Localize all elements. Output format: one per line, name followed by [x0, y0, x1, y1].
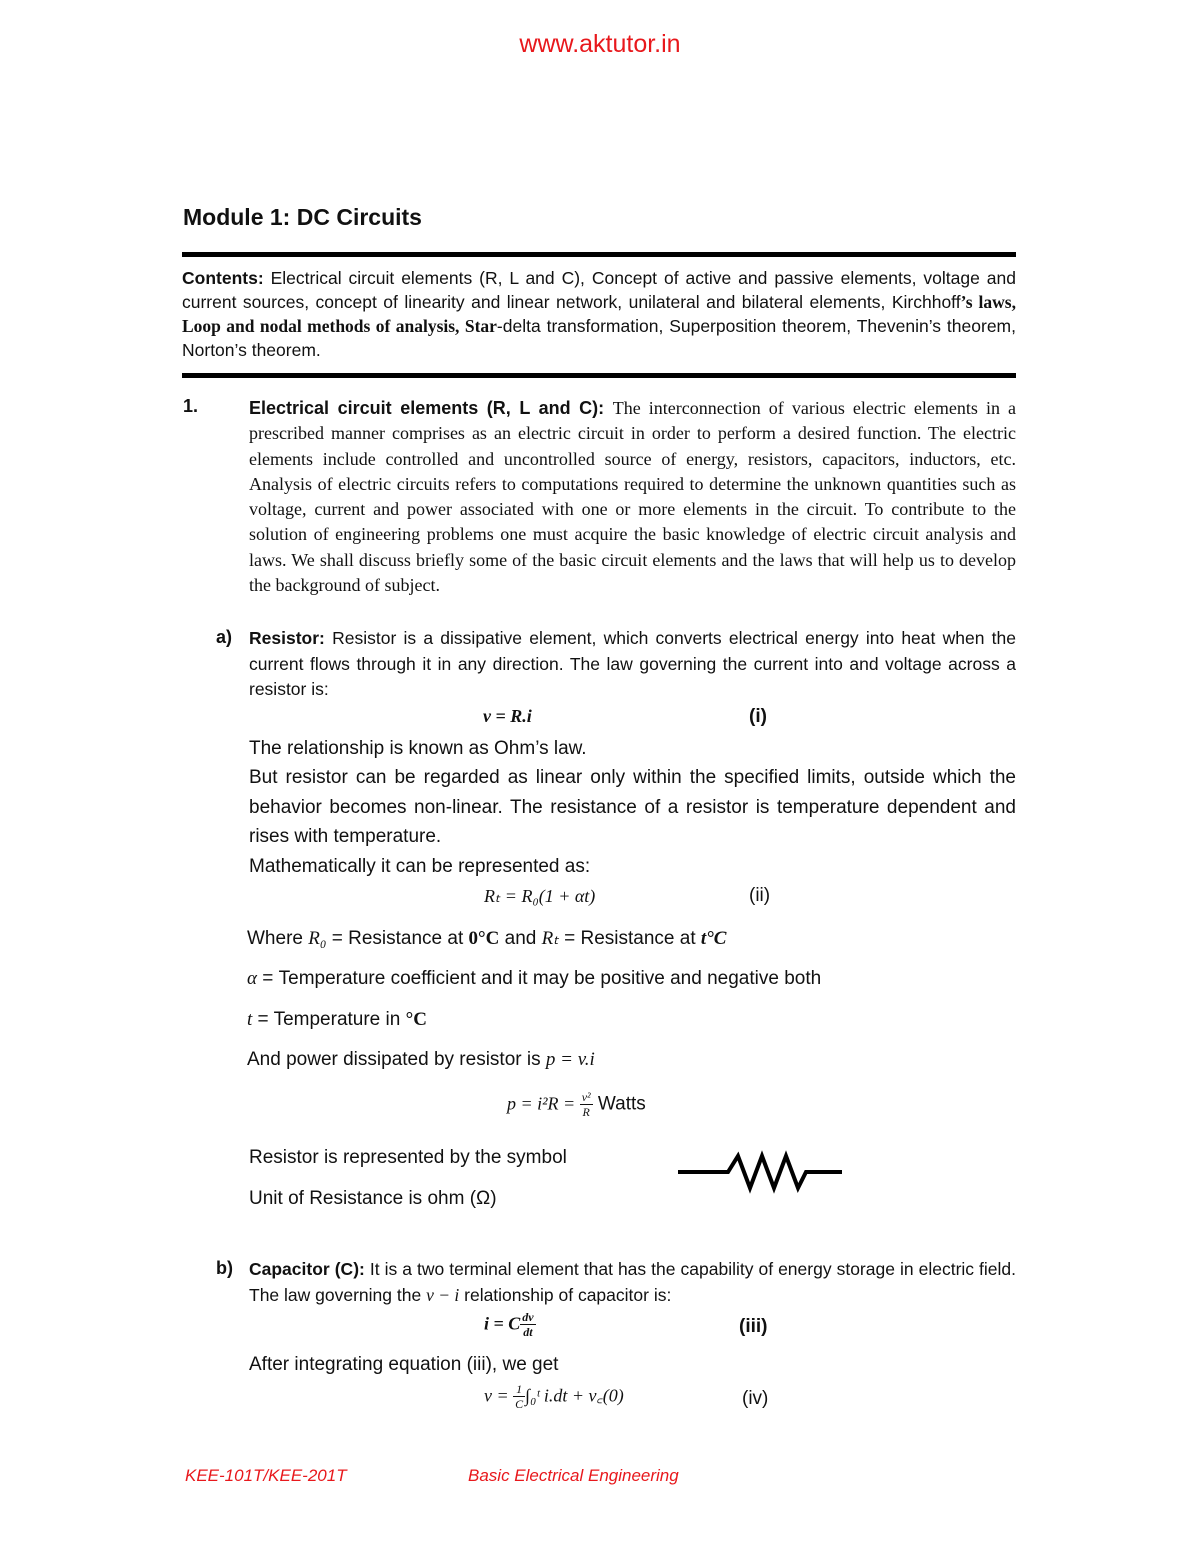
- equation-3: i = C $\frac{dv}{dt}$: [484, 1310, 534, 1339]
- capacitor-letter: b): [216, 1258, 233, 1278]
- equation-3-label: (iii): [739, 1316, 768, 1337]
- resistance-unit-text: Unit of Resistance is ohm (Ω): [249, 1188, 497, 1209]
- equation-1: v = R.i: [483, 706, 532, 726]
- resistor-intro: [249, 626, 1016, 703]
- footer-course-code: KEE-101T/KEE-201T: [185, 1466, 347, 1485]
- equation-3-fraction: $\frac{dv}{dt}$: [522, 1310, 534, 1339]
- section-1-heading: Electrical circuit elements (R, L and C):: [249, 398, 605, 418]
- resistor-symbol-text: Resistor is represented by the symbol: [249, 1147, 567, 1168]
- equation-1-label: (i): [749, 706, 767, 727]
- resistor-symbol-icon: [676, 1148, 846, 1194]
- r0-symbol: R₀: [308, 928, 327, 949]
- resistor-heading: Resistor:: [249, 628, 325, 648]
- power-equation-2: p = i²R = $\frac{\text{v²}}{R}$ Watts: [507, 1090, 646, 1119]
- module-title: Module 1: DC Circuits: [183, 204, 422, 230]
- top-divider: [182, 252, 1016, 257]
- section-number: 1.: [183, 396, 199, 416]
- equation-2-label: (ii): [749, 885, 771, 906]
- capacitor-intro: Capacitor (C): It is a two terminal element that has the capability of energy storage in electric field. The law governing the v − i relationship of capacitor is:: [249, 1259, 1017, 1305]
- ohms-law-text: The relationship is known as Ohm’s law.: [249, 738, 587, 759]
- alpha-symbol: α: [247, 968, 257, 989]
- math-repr-text: Mathematically it can be represented as:: [249, 856, 591, 877]
- after-integrating-text: After integrating equation (iii), we get: [249, 1354, 559, 1375]
- contents-label: Contents:: [182, 268, 264, 288]
- equation-4-fraction: $\frac{1}{C}$: [515, 1382, 524, 1411]
- vi-symbol: v − i: [426, 1284, 460, 1305]
- equation-4: v = $\frac{1}{C}$ ∫₀ᵗ i.dt + v꜀(0): [484, 1382, 624, 1411]
- alpha-definition: α = Temperature coefficient and it may be positive and negative both: [247, 968, 822, 989]
- power-equation: p = v.i: [545, 1049, 595, 1070]
- section-1-paragraph: [249, 396, 1016, 598]
- footer-subject: Basic Electrical Engineering: [468, 1466, 679, 1485]
- power-fraction: $\frac{\text{v²}}{R}$: [581, 1090, 591, 1119]
- equation-4-label: (iv): [742, 1388, 769, 1409]
- capacitor-heading: Capacitor (C):: [249, 1259, 365, 1279]
- where-text: Where R₀ = Resistance at 0°C and Rₜ = Resistance at t°C: [247, 928, 727, 949]
- t-definition: t = Temperature in °C: [247, 1009, 427, 1030]
- rt-symbol: Rₜ: [541, 928, 559, 949]
- equation-2: Rₜ = R₀(1 + αt): [484, 886, 596, 906]
- ohm-symbol: Ω: [476, 1188, 491, 1209]
- contents-text-3: -delta transformation, Superposition theorem, Thevenin’s theorem, Norton’s theorem.: [182, 316, 1016, 360]
- bottom-divider: [182, 373, 1016, 378]
- resistor-letter: a): [216, 627, 233, 647]
- contents-text-1: Electrical circuit elements (R, L and C), Concept of active and passive elements, voltage and current sources, concept of linearity and linear network, unilateral and bilateral elements, Kirchhoff: [182, 268, 1016, 312]
- resistor-intro-text: Resistor is a dissipative element, which converts electrical energy into heat when the current flows through it in any direction. The law governing the current into and voltage across a resistor is:: [249, 628, 1016, 699]
- section-1-body: The interconnection of various electric elements in a prescribed manner comprises as an electric circuit in order to perform a desired function. The electric elements include controlled and uncontrolled source of energy, resistors, capacitors, inductors, etc. Analysis of electric circuits refers to computations required to determine the unknown quantities such as voltage, current and power associated with one or more elements in the circuit. To contribute to the solution of engineering problems one must acquire the basic knowledge of electric circuit analysis and laws. We shall discuss briefly some of the basic circuit elements and the laws that will help us to develop the background of subject.: [249, 398, 1016, 596]
- contents-paragraph: [182, 266, 1016, 362]
- contents-text-2: ’s laws, Loop and nodal methods of analysis, Star: [182, 292, 1016, 336]
- t-symbol: t: [247, 1009, 253, 1030]
- nonlinear-text: But resistor can be regarded as linear only within the specified limits, outside which the behavior becomes non-linear. The resistance of a resistor is temperature dependent and rises with temperature.: [249, 767, 1016, 847]
- site-url-link[interactable]: www.aktutor.in: [519, 30, 681, 58]
- power-text: And power dissipated by resistor is p = v.i: [247, 1049, 595, 1070]
